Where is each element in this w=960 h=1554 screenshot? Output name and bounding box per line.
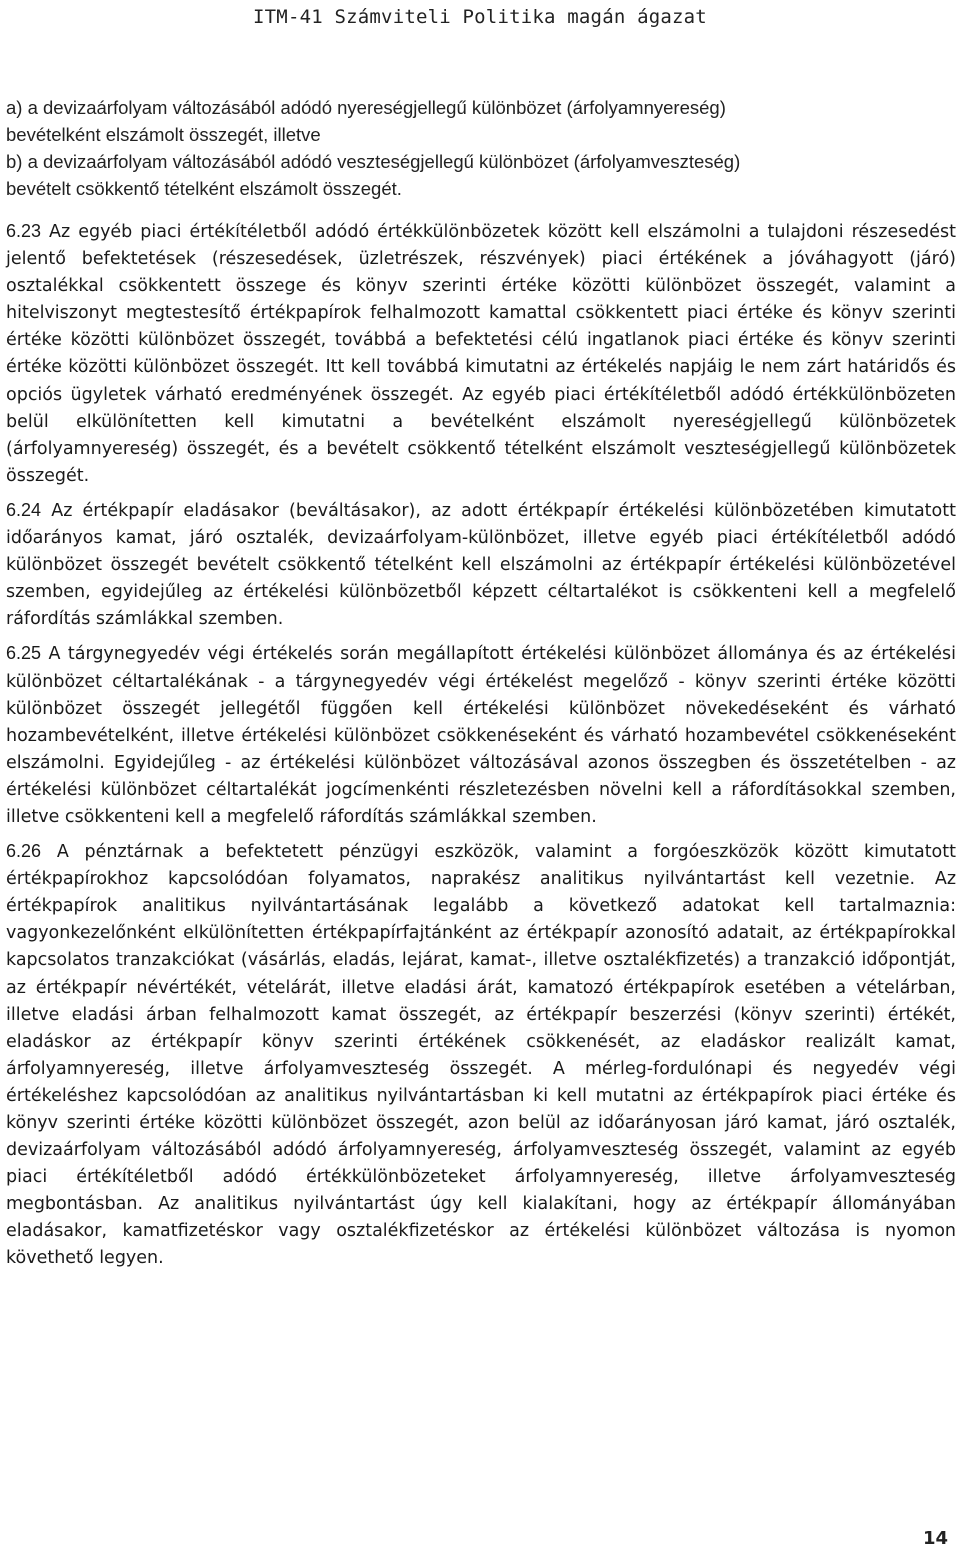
intro-line: bevételként elszámolt összegét, illetve (6, 124, 321, 145)
section-text: A tárgynegyedév végi értékelés során megállapított értékelési különbözet állománya és az értékelési különbözet céltartalékának - a tárgynegyedév végi értékelést megelőző - könyv szerinti értéke közötti különbözet összegét jellegétől függően kell értékelési különbözet növekedéseként és várható hozambevételként, illetve értékelési különbözet csökkenéseként és várható hozambevétel csökkenéseként elszámolni. Egyidejűleg - az értékelési különbözet változásával azonos összegben és összetételben - az értékelési különbözet céltartalékát jogcímenkénti részletezésben növelni kell a ráfordításokkal szemben, illetve csökkenteni kell a megfelelő ráfordítás számlákkal szemben. (6, 644, 956, 827)
section-text: Az értékpapír eladásakor (beváltásakor), az adott értékpapír értékelési különbözetében kimutatott időarányos kamat, járó osztalék, devizaárfolyam-különbözet, illetve egyéb piaci értékítéletből adódó különbözet összegét bevételt csökkentő tételként kell elszámolni az értékpapír értékelési különbözetével szemben, egyidejűleg az értékelési különbözetből képzett céltartalékot is csökkenteni kell a megfelelő ráfordítás számlákkal szemben. (6, 500, 956, 630)
intro-line: bevételt csökkentő tételként elszámolt összegét. (6, 178, 402, 199)
intro-block (6, 94, 956, 202)
section-number: 6.24 (6, 499, 42, 520)
document-body (6, 218, 956, 1280)
section-6-25 (6, 640, 956, 831)
section-number: 6.23 (6, 221, 42, 241)
section-text: Az egyéb piaci értékítéletből adódó értékkülönbözetek között kell elszámolni a tulajdoni részesedést jelentő befektetések (részesedések, üzletrészek, részvények) piaci értékének a jóváhagyott (járó) osztalékkal csökkentett összege és könyv szerinti értéke közötti különbözet összegét, valamint a hitelviszonyt megtestesítő értékpapírok felhalmozott kamattal csökkentett piaci értéke és könyv szerinti értéke közötti különbözet összegét, továbbá a befektetési célú ingatlanok piaci értéke és könyv szerinti értéke közötti különbözet összegét. Itt kell továbbá kimutatni az értékelés napjáig le nem zárt határidős és opciós ügyletek várható eredményének összegét. Az egyéb piaci értékítéletből adódó értékkülönbözeten belül elkülönítetten kell kimutatni a bevételként elszámolt nyereségjellegű különbözetek (árfolyamnyereség) összegét, és a bevételt csökkentő tételként elszámolt veszteségjellegű különbözetek összegét. (6, 222, 956, 486)
intro-line: a) a devizaárfolyam változásából adódó nyereségjellegű különbözet (árfolyamnyereség) (6, 97, 726, 118)
section-number: 6.25 (6, 643, 42, 664)
section-6-26 (6, 838, 956, 1273)
section-6-24 (6, 497, 956, 633)
page-number: 14 (922, 1528, 948, 1549)
section-6-23 (6, 218, 956, 490)
section-number: 6.26 (6, 841, 42, 862)
section-text: A pénztárnak a befektetett pénzügyi eszközök, valamint a forgóeszközök között kimutatott értékpapírokhoz kapcsolódóan folyamatos, naprakész analitikus nyilvántartást kell vezetnie. Az értékpapírok analitikus nyilvántartásának legalább a következő adatokat kell tartalmaznia: vagyonkezelőnként elkülönítetten értékpapírfajtánként az értékpapír azonosító adatait, az értékpapírokkal kapcsolatos tranzakciókat (vásárlás, eladás, lejárat, kamat-, illetve osztalékfizetés) a tranzakció időpontját, az értékpapír névértékét, vételárát, illetve eladási árát, kamatozó értékpapírok esetében a vételárban, illetve eladási árban felhalmozott kamat összegét, az értékpapír beszerzési (könyv szerinti) értékét, eladáskor az értékpapír könyv szerinti értékének csökkenését, az eladáskor realizált kamat, árfolyamnyereség, illetve árfolyamveszteség összegét. A mérleg-fordulónapi és negyedév végi értékeléshez kapcsolódóan az analitikus nyilvántartásban ki kell mutatni az értékpapírok piaci értéke és könyv szerinti értéke közötti különbözet összegét, azon belül az időarányosan járó kamat, járó osztalék, devizaárfolyam változásából adódó árfolyamnyereség, árfolyamveszteség összegét, valamint az egyéb piaci értékítéletből adódó értékkülönbözeteket árfolyamnyereség, illetve árfolyamveszteség megbontásban. Az analitikus nyilvántartást úgy kell kialakítani, hogy az értékpapír állományában eladásakor, kamatfizetéskor vagy osztalékfizetéskor az értékelési különbözet változása is nyomon követhető legyen. (6, 842, 956, 1269)
page-header-title: ITM-41 Számviteli Politika magán ágazat (253, 6, 707, 28)
intro-line: b) a devizaárfolyam változásából adódó veszteségjellegű különbözet (árfolyamveszteség) (6, 151, 741, 172)
